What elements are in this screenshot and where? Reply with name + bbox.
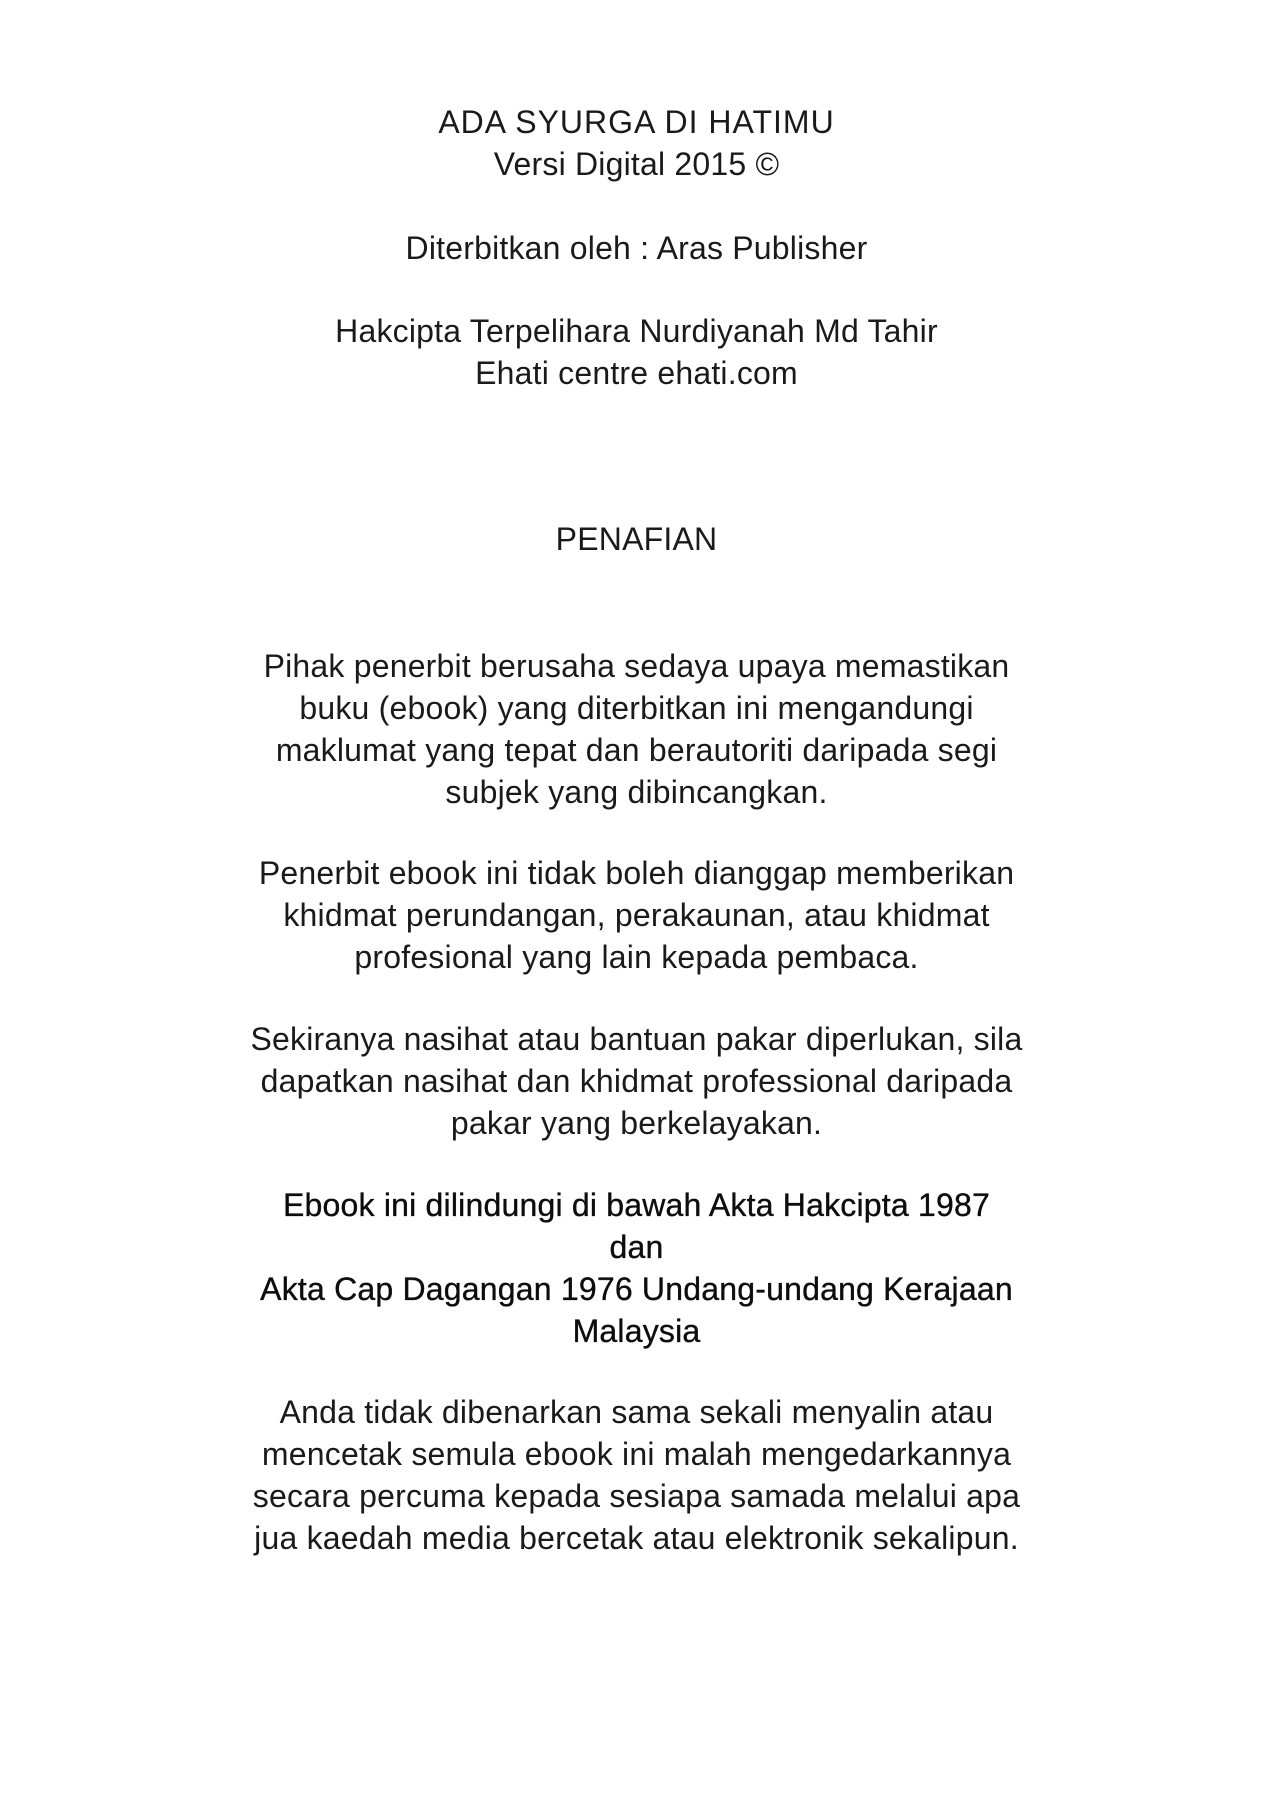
title-block [0,101,1273,185]
law-line: Akta Cap Dagangan 1976 Undang-undang Kerajaan [260,1271,1013,1307]
paragraph-line: khidmat perundangan, perakaunan, atau khidmat [283,897,990,933]
website-line: Ehati centre ehati.com [475,355,798,391]
paragraph-line: dapatkan nasihat dan khidmat professional daripada [260,1063,1013,1099]
copyright-law-notice [0,1184,1273,1352]
disclaimer-heading-block [0,518,1273,560]
paragraph-line: mencetak semula ebook ini malah mengedarkannya [261,1436,1012,1472]
paragraph-line: maklumat yang tepat dan berautoriti daripada segi [275,732,998,768]
paragraph-line: Sekiranya nasihat atau bantuan pakar diperlukan, sila [250,1021,1023,1057]
paragraph-line: buku (ebook) yang diterbitkan ini mengandungi [299,690,974,726]
law-line: Ebook ini dilindungi di bawah Akta Hakcipta 1987 [283,1187,990,1223]
disclaimer-paragraph-1 [0,645,1273,813]
book-title: ADA SYURGA DI HATIMU [438,104,835,140]
paragraph-line: Penerbit ebook ini tidak boleh dianggap memberikan [258,855,1015,891]
paragraph-line: subjek yang dibincangkan. [445,774,828,810]
publisher-line: Diterbitkan oleh : Aras Publisher [405,230,868,266]
copyright-holder-line: Hakcipta Terpelihara Nurdiyanah Md Tahir [335,313,938,349]
paragraph-line: pakar yang berkelayakan. [450,1105,823,1141]
paragraph-line: Pihak penerbit berusaha sedaya upaya memastikan [263,648,1010,684]
paragraph-line: profesional yang lain kepada pembaca. [354,939,919,975]
paragraph-line: jua kaedah media bercetak atau elektronik sekalipun. [254,1520,1019,1556]
disclaimer-paragraph-4 [0,1391,1273,1559]
law-line: dan [609,1229,664,1265]
disclaimer-paragraph-3 [0,1018,1273,1144]
publisher-block [0,227,1273,269]
version-line: Versi Digital 2015 © [493,146,780,182]
paragraph-line: secara percuma kepada sesiapa samada melalui apa [252,1478,1021,1514]
paragraph-line: Anda tidak dibenarkan sama sekali menyalin atau [279,1394,994,1430]
law-line: Malaysia [572,1313,701,1349]
disclaimer-paragraph-2 [0,852,1273,978]
copyright-block [0,310,1273,394]
disclaimer-heading: PENAFIAN [555,521,718,557]
